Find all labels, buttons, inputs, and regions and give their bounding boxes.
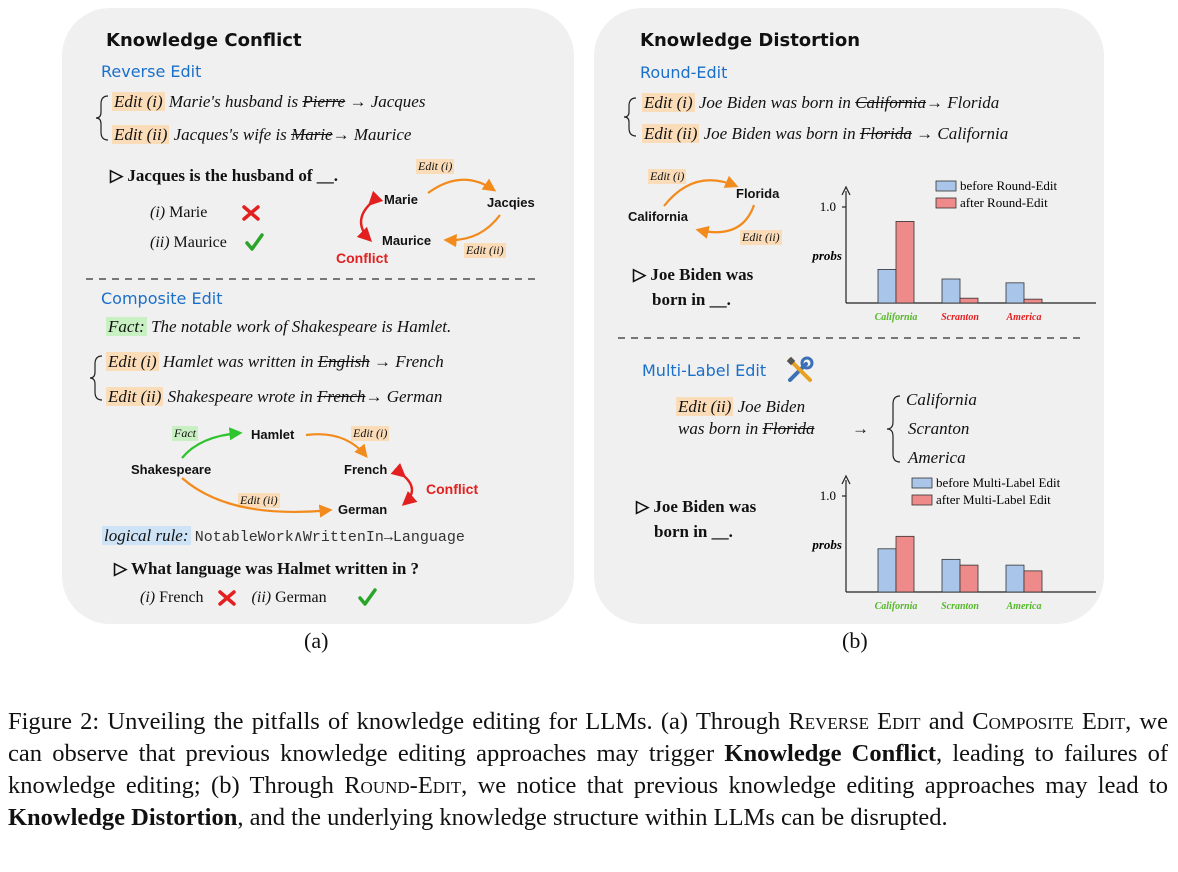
tools-icon — [787, 357, 812, 380]
composite-options: (i) French (ii) German — [140, 589, 327, 606]
multi-label-2: Scranton — [908, 419, 970, 438]
figure-caption: Figure 2: Unveiling the pitfalls of knowledge editing for LLMs. (a) Through Reverse Edit and Composite Edit, we can observe that previous knowledge editing approaches may trigger Knowledge Conflict, leading to failures of knowledge editing; (b) Through Round-Edit, we notice that previous knowledge editing approaches may lead to Knowledge Distortion, and the underlying knowledge structure within LLMs can be disrupted. — [8, 708, 1169, 831]
composite-fact-label: Fact — [174, 426, 196, 440]
node-french: French — [344, 462, 388, 477]
bar-america-1 — [1024, 571, 1042, 592]
round-question-line-2: born in __. — [652, 290, 731, 309]
composite-edit-1: Edit (i) Hamlet was written in English → French — [108, 352, 444, 371]
bar-california-1 — [896, 221, 914, 303]
arrow-marie-jacqies — [428, 180, 494, 193]
node-florida: Florida — [736, 186, 780, 201]
x-tick-label-america: America — [1006, 312, 1042, 323]
bar-scranton-0 — [942, 559, 960, 592]
reverse-option-2: (ii) Maurice — [150, 234, 227, 251]
y-tick-label: 1.0 — [819, 199, 836, 214]
cross-icon — [244, 207, 258, 219]
bar-america-0 — [1006, 565, 1024, 592]
bar-scranton-1 — [960, 298, 978, 303]
reverse-brace — [96, 96, 108, 140]
composite-edit-i-label: Edit (i) — [353, 426, 388, 440]
node-maurice: Maurice — [382, 233, 432, 248]
reverse-question: ▷ Jacques is the husband of __. — [110, 166, 338, 185]
node-marie: Marie — [384, 192, 418, 207]
round-edit-chart — [800, 175, 1100, 335]
multi-question-line-1: ▷ Joe Biden was — [636, 497, 757, 516]
legend-label-1: after Multi-Label Edit — [936, 492, 1051, 507]
arrow-california-florida — [664, 180, 736, 206]
multi-label-3: America — [908, 448, 966, 467]
round-edit-i-label: Edit (i) — [650, 169, 685, 183]
round-edit-2: Edit (ii) Joe Biden was born in Florida → California — [644, 124, 1009, 143]
x-tick-label-california: California — [874, 312, 918, 323]
panel-b-caption: (b) — [842, 628, 868, 653]
logical-rule: logical rule: NotableWork∧WrittenIn→Language — [104, 526, 465, 546]
composite-edit-heading: Composite Edit — [101, 289, 223, 308]
multi-brace — [887, 396, 900, 462]
round-edit-heading: Round-Edit — [640, 63, 728, 82]
reverse-conflict-label: Conflict — [336, 250, 389, 266]
y-axis-label: probs — [812, 536, 842, 552]
legend-swatch-0 — [912, 478, 932, 488]
node-hamlet: Hamlet — [251, 427, 295, 442]
legend-swatch-0 — [936, 181, 956, 191]
check-icon — [247, 235, 262, 249]
composite-conflict-label: Conflict — [426, 481, 479, 497]
bar-scranton-1 — [960, 565, 978, 592]
reverse-edit-i-label: Edit (i) — [418, 159, 453, 173]
composite-question: ▷ What language was Halmet written in ? — [114, 559, 420, 578]
x-tick-label-scranton: Scranton — [941, 312, 979, 323]
legend-label-0: before Round-Edit — [960, 178, 1058, 193]
x-tick-label-scranton: Scranton — [941, 601, 979, 612]
reverse-edit-ii-label: Edit (ii) — [466, 243, 504, 257]
bar-scranton-0 — [942, 279, 960, 303]
composite-brace — [90, 356, 102, 400]
arrow-shakespeare-hamlet — [182, 433, 240, 458]
x-tick-label-america: America — [1006, 601, 1042, 612]
bar-america-0 — [1006, 283, 1024, 303]
bar-america-1 — [1024, 299, 1042, 303]
x-tick-label-california: California — [874, 601, 918, 612]
multi-label-1: California — [906, 390, 977, 409]
composite-fact: Fact: The notable work of Shakespeare is Hamlet. — [108, 317, 452, 336]
composite-edit-2: Edit (ii) Shakespeare wrote in French→ German — [108, 387, 443, 406]
multi-edit-line-1: Edit (ii) Joe Biden — [678, 397, 806, 416]
multi-label-edit-heading: Multi-Label Edit — [642, 361, 767, 380]
multi-label-chart — [800, 470, 1100, 620]
conflict-arrow-reverse — [361, 204, 370, 240]
round-edit-ii-label: Edit (ii) — [742, 230, 780, 244]
panel-a-graphics — [0, 0, 600, 640]
check-icon — [360, 590, 375, 604]
round-brace — [624, 98, 636, 136]
arrow-florida-california — [698, 205, 754, 232]
reverse-edit-1: Edit (i) Marie's husband is Pierre → Jacques — [114, 92, 426, 111]
node-california: California — [628, 209, 688, 224]
arrow-hamlet-french — [306, 434, 366, 456]
legend-swatch-1 — [936, 198, 956, 208]
cross-icon — [220, 592, 234, 604]
node-shakespeare: Shakespeare — [131, 462, 212, 477]
round-edit-1: Edit (i) Joe Biden was born in California→ Florida — [644, 93, 1000, 112]
legend-label-1: after Round-Edit — [960, 195, 1048, 210]
reverse-edit-2: Edit (ii) Jacques's wife is Marie→ Maurice — [114, 125, 412, 144]
y-tick-label: 1.0 — [819, 488, 836, 503]
node-jacqies: Jacqies — [487, 195, 535, 210]
bar-california-0 — [878, 549, 896, 592]
y-axis-label: probs — [812, 247, 842, 263]
bar-california-0 — [878, 269, 896, 303]
round-question-line-1: ▷ Joe Biden was — [633, 265, 754, 284]
reverse-option-1: (i) Marie — [150, 204, 208, 221]
arrow-jacqies-maurice — [446, 215, 500, 240]
panel-a-title: Knowledge Conflict — [106, 30, 302, 51]
multi-question-line-2: born in __. — [654, 522, 733, 541]
legend-label-0: before Multi-Label Edit — [936, 475, 1061, 490]
legend-swatch-1 — [912, 495, 932, 505]
multi-edit-arrow: → — [852, 419, 869, 438]
conflict-arrow-composite — [404, 476, 412, 504]
node-german: German — [338, 502, 388, 517]
composite-edit-ii-label: Edit (ii) — [240, 493, 278, 507]
multi-edit-line-2: was born in Florida — [678, 419, 815, 438]
arrow-shakespeare-german — [182, 478, 330, 512]
bar-california-1 — [896, 536, 914, 592]
reverse-edit-heading: Reverse Edit — [101, 62, 202, 81]
panel-b-title: Knowledge Distortion — [640, 30, 861, 51]
panel-a-caption: (a) — [304, 628, 329, 653]
